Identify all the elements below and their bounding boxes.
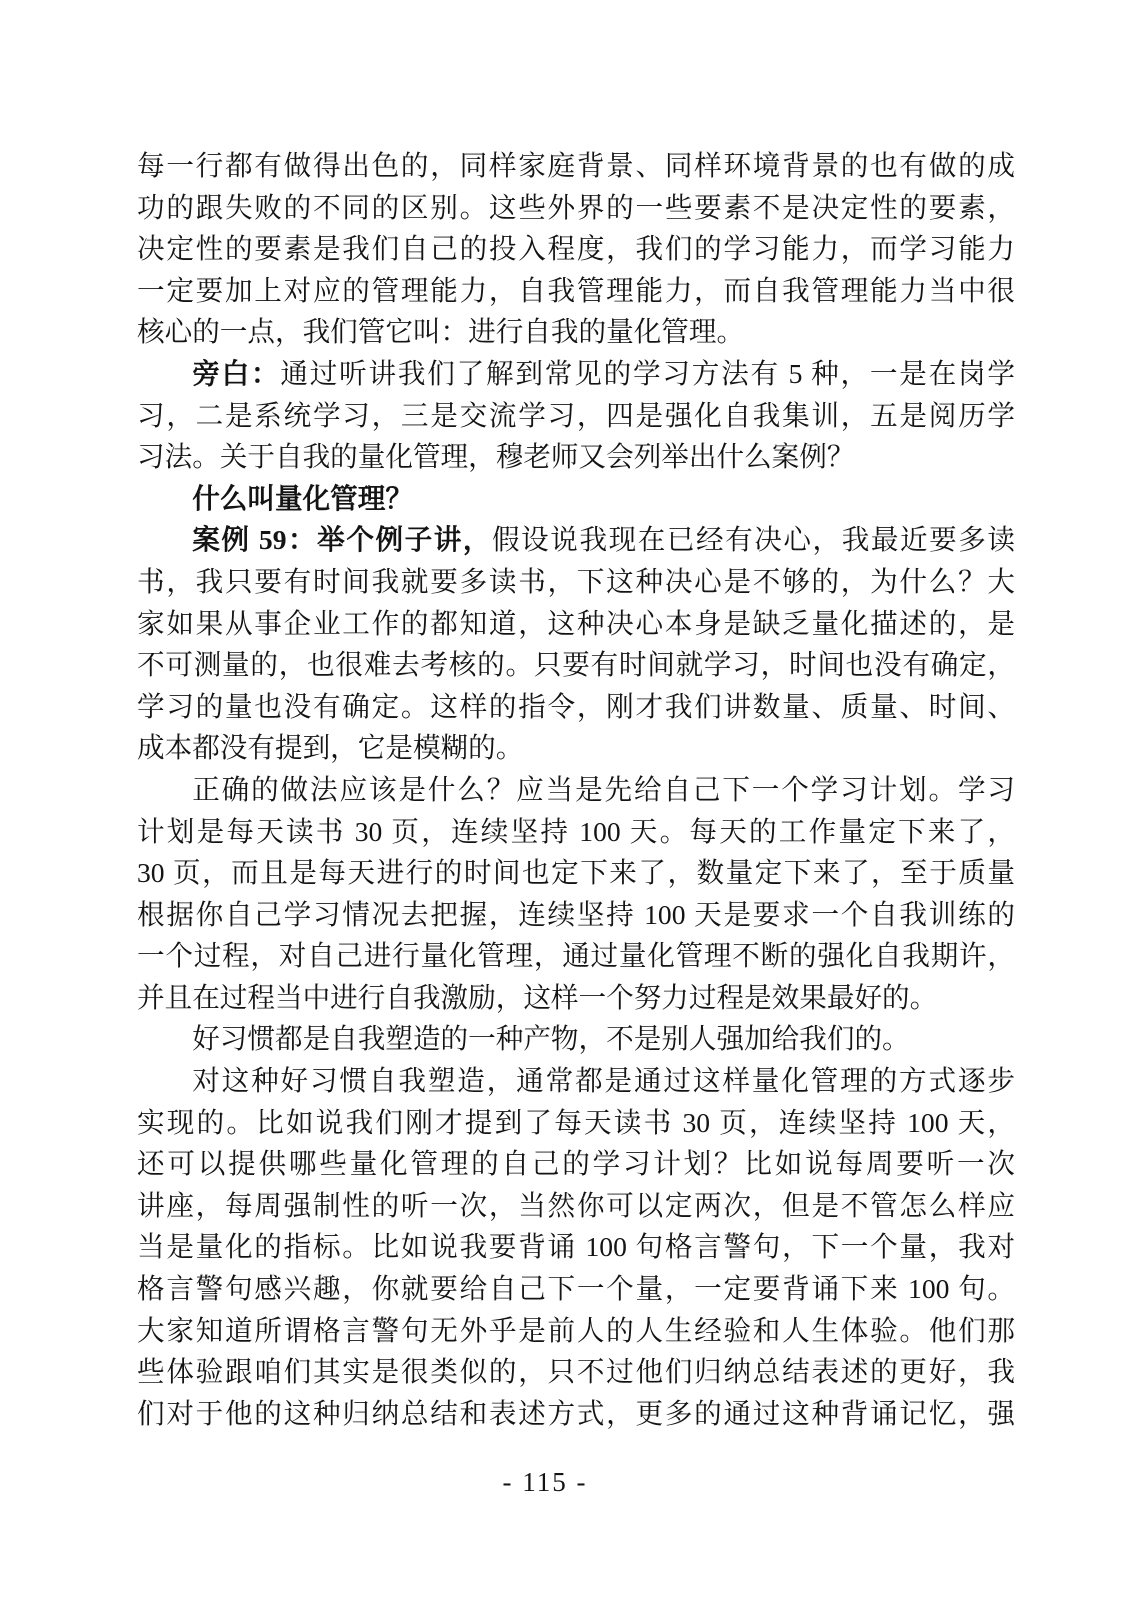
text-line: [137, 769, 1015, 811]
text-run: 书，我只要有时间我就要多读书，下这种决心是不够的，为什么？大: [137, 565, 1015, 597]
text-run: 格言警句感兴趣，你就要给自己下一个量，一定要背诵下来 100 句。: [137, 1273, 1015, 1305]
text-run: 大家知道所谓格言警句无外乎是前人的人生经验和人生体验。他们那: [137, 1314, 1015, 1346]
bold-run: 旁白：: [192, 357, 281, 389]
text-line: [137, 603, 1015, 645]
text-run: 一个过程，对自己进行量化管理，通过量化管理不断的强化自我期许，: [137, 940, 1015, 972]
text-run: 通过听讲我们了解到常见的学习方法有 5 种，一是在岗学: [280, 357, 1015, 389]
text-line: [137, 727, 1015, 769]
bold-run: 什么叫量化管理？: [192, 482, 413, 514]
text-run: 家如果从事企业工作的都知道，这种决心本身是缺乏量化描述的，是: [137, 607, 1015, 639]
text-run: 还可以提供哪些量化管理的自己的学习计划？比如说每周要听一次: [137, 1148, 1015, 1180]
text-run: 学习的量也没有确定。这样的指令，刚才我们讲数量、质量、时间、: [137, 690, 1015, 722]
text-run: 核心的一点，我们管它叫：进行自我的量化管理。: [137, 316, 745, 348]
text-run: 习，二是系统学习，三是交流学习，四是强化自我集训，五是阅历学: [137, 399, 1015, 431]
text-run: 并且在过程当中进行自我激励，这样一个努力过程是效果最好的。: [137, 981, 938, 1013]
text-run: 功的跟失败的不同的区别。这些外界的一些要素不是决定性的要素，: [137, 191, 1015, 223]
text-run: 们对于他的这种归纳总结和表述方式，更多的通过这种背诵记忆，强: [137, 1397, 1015, 1429]
bold-run: 案例 59：举个例子讲，: [192, 524, 493, 556]
text-line: [137, 519, 1015, 561]
text-line: [137, 1310, 1015, 1352]
text-line: [137, 395, 1015, 437]
text-run: 些体验跟咱们其实是很类似的，只不过他们归纳总结表述的更好，我: [137, 1356, 1015, 1388]
text-run: 成本都没有提到，它是模糊的。: [137, 732, 524, 764]
text-line: [137, 228, 1015, 270]
text-line: [137, 311, 1015, 353]
text-run: 决定性的要素是我们自己的投入程度，我们的学习能力，而学习能力: [137, 233, 1015, 265]
text-line: [137, 894, 1015, 936]
text-line: [137, 187, 1015, 229]
text-line: [137, 1393, 1015, 1435]
text-line: [137, 1268, 1015, 1310]
text-line: [137, 1018, 1015, 1060]
text-run: 根据你自己学习情况去把握，连续坚持 100 天是要求一个自我训练的: [137, 898, 1015, 930]
text-run: 正确的做法应该是什么？应当是先给自己下一个学习计划。学习: [192, 773, 1015, 805]
text-line: [137, 1143, 1015, 1185]
text-run: 假设说我现在已经有决心，我最近要多读: [492, 524, 1015, 556]
text-run: 实现的。比如说我们刚才提到了每天读书 30 页，连续坚持 100 天，: [137, 1106, 1015, 1138]
text-run: 计划是每天读书 30 页，连续坚持 100 天。每天的工作量定下来了，: [137, 815, 1015, 847]
body-text-block: [137, 145, 1015, 1434]
text-line: [137, 1226, 1015, 1268]
text-run: 对这种好习惯自我塑造，通常都是通过这样量化管理的方式逐步: [192, 1065, 1015, 1097]
text-run: 每一行都有做得出色的，同样家庭背景、同样环境背景的也有做的成: [137, 150, 1015, 181]
text-line: [137, 353, 1015, 395]
text-line: [137, 811, 1015, 853]
text-line: [137, 644, 1015, 686]
text-run: 30 页，而且是每天进行的时间也定下来了，数量定下来了，至于质量: [137, 857, 1015, 889]
text-line: [137, 561, 1015, 603]
text-line: [137, 1185, 1015, 1227]
text-line: [137, 686, 1015, 728]
text-run: 习法。关于自我的量化管理，穆老师又会列举出什么案例？: [137, 441, 855, 473]
text-run: 一定要加上对应的管理能力，自我管理能力，而自我管理能力当中很: [137, 274, 1015, 306]
text-line: [137, 852, 1015, 894]
text-line: [137, 436, 1015, 478]
text-line: [137, 935, 1015, 977]
text-line: [137, 1351, 1015, 1393]
text-run: 不可测量的，也很难去考核的。只要有时间就学习，时间也没有确定，: [137, 649, 1015, 681]
text-line: [137, 1060, 1015, 1102]
page-number: - 115 -: [502, 1467, 588, 1497]
text-run: 当是量化的指标。比如说我要背诵 100 句格言警句，下一个量，我对: [137, 1231, 1015, 1263]
text-run: 讲座，每周强制性的听一次，当然你可以定两次，但是不管怎么样应: [137, 1189, 1015, 1221]
text-line: [137, 145, 1015, 187]
text-line: [137, 977, 1015, 1019]
text-line: [137, 270, 1015, 312]
text-run: 好习惯都是自我塑造的一种产物，不是别人强加给我们的。: [192, 1023, 910, 1055]
text-line: [137, 478, 1015, 520]
text-line: [137, 1102, 1015, 1144]
